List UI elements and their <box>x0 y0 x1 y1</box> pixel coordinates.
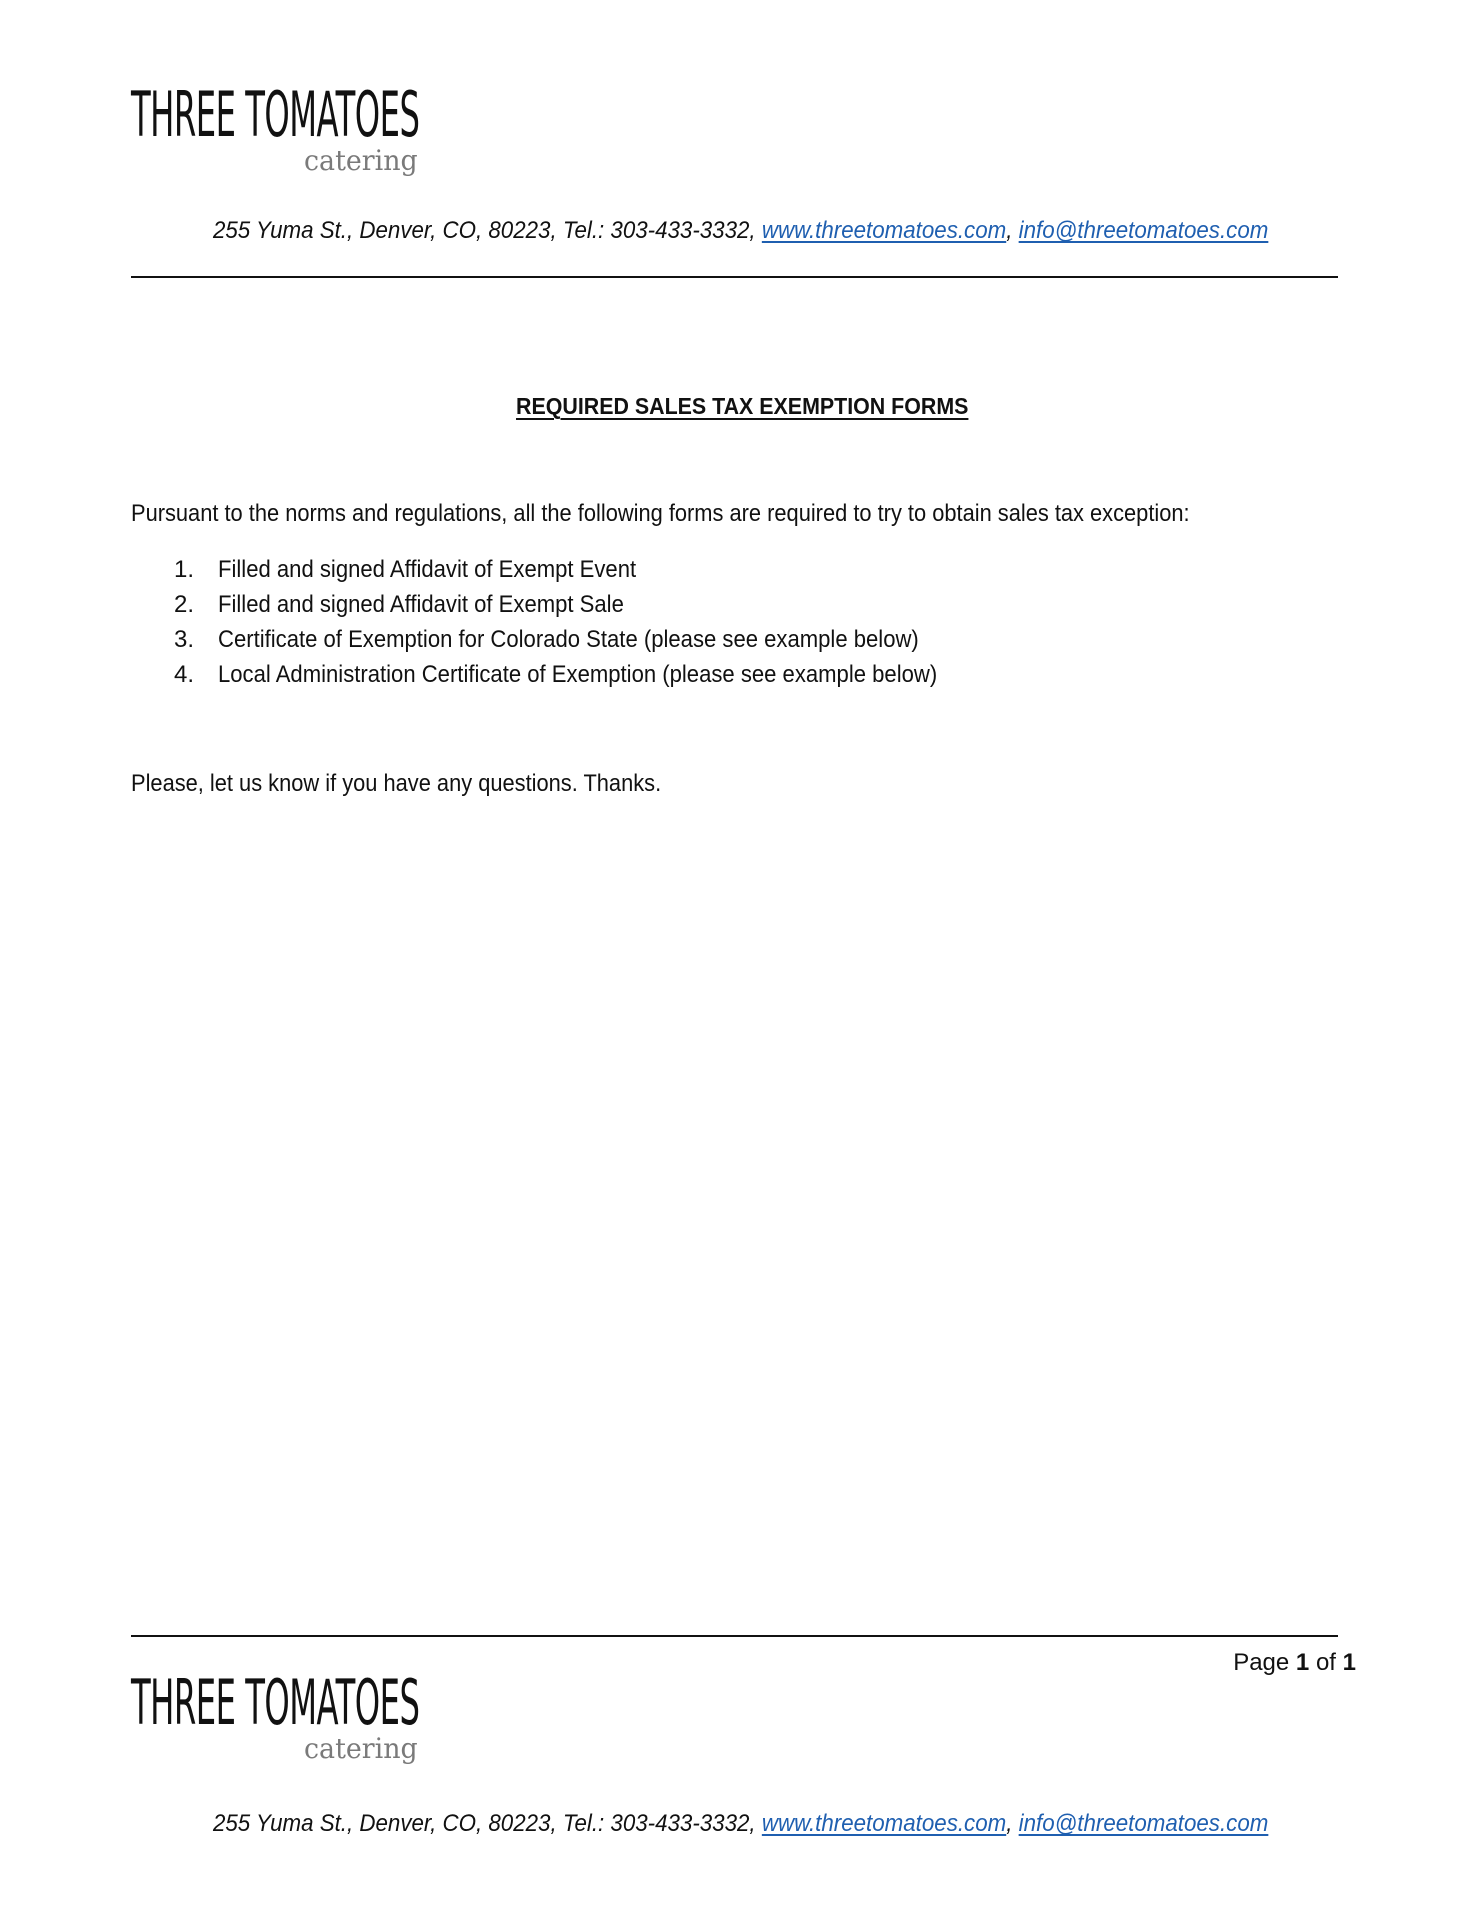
list-item-number: 1. <box>174 556 195 583</box>
footer-email-link[interactable]: info@threetomatoes.com <box>1018 1810 1269 1837</box>
list-item-number: 3. <box>174 626 195 653</box>
header-divider <box>131 276 1338 278</box>
header-website-link[interactable]: www.threetomatoes.com <box>761 217 1007 244</box>
page-of-label: of <box>1315 1649 1336 1676</box>
logo-sub-text: catering <box>304 1732 418 1765</box>
list-item-number: 2. <box>174 591 195 618</box>
list-item-text: Filled and signed Affidavit of Exempt Event <box>218 556 637 583</box>
page-number <box>1233 1648 1356 1678</box>
footer-website-link[interactable]: www.threetomatoes.com <box>761 1810 1007 1837</box>
list-item-text: Certificate of Exemption for Colorado State (please see example below) <box>218 626 919 653</box>
footer-divider <box>131 1635 1338 1637</box>
closing-paragraph: Please, let us know if you have any questions. Thanks. <box>131 770 662 797</box>
header-email-link[interactable]: info@threetomatoes.com <box>1018 217 1269 244</box>
header-contact-line <box>51 216 1431 246</box>
footer-address: 255 Yuma St., Denver, CO, 80223, Tel.: 303-433-3332, <box>212 1810 756 1837</box>
logo-sub-text: catering <box>304 144 418 177</box>
footer-logo <box>131 1668 431 1778</box>
document-title-text: REQUIRED SALES TAX EXEMPTION FORMS <box>515 393 969 419</box>
document-title <box>0 391 1484 421</box>
header-address: 255 Yuma St., Denver, CO, 80223, Tel.: 303-433-3332, <box>212 217 756 244</box>
page-total: 1 <box>1342 1649 1356 1676</box>
page-current: 1 <box>1295 1649 1310 1676</box>
page-label: Page <box>1233 1649 1290 1676</box>
list-item-text: Filled and signed Affidavit of Exempt Sale <box>218 591 624 618</box>
list-item-number: 4. <box>174 661 195 688</box>
footer-contact-separator: , <box>1006 1810 1013 1837</box>
footer-contact-line <box>51 1809 1431 1839</box>
intro-paragraph: Pursuant to the norms and regulations, all the following forms are required to try to obtain sales tax exception: <box>131 500 1190 527</box>
logo-brand-text: THREE TOMATOES <box>131 1666 420 1739</box>
header-logo <box>131 80 431 190</box>
header-contact-separator: , <box>1006 217 1013 244</box>
list-item-text: Local Administration Certificate of Exemption (please see example below) <box>218 661 938 688</box>
logo-brand-text: THREE TOMATOES <box>131 78 420 151</box>
